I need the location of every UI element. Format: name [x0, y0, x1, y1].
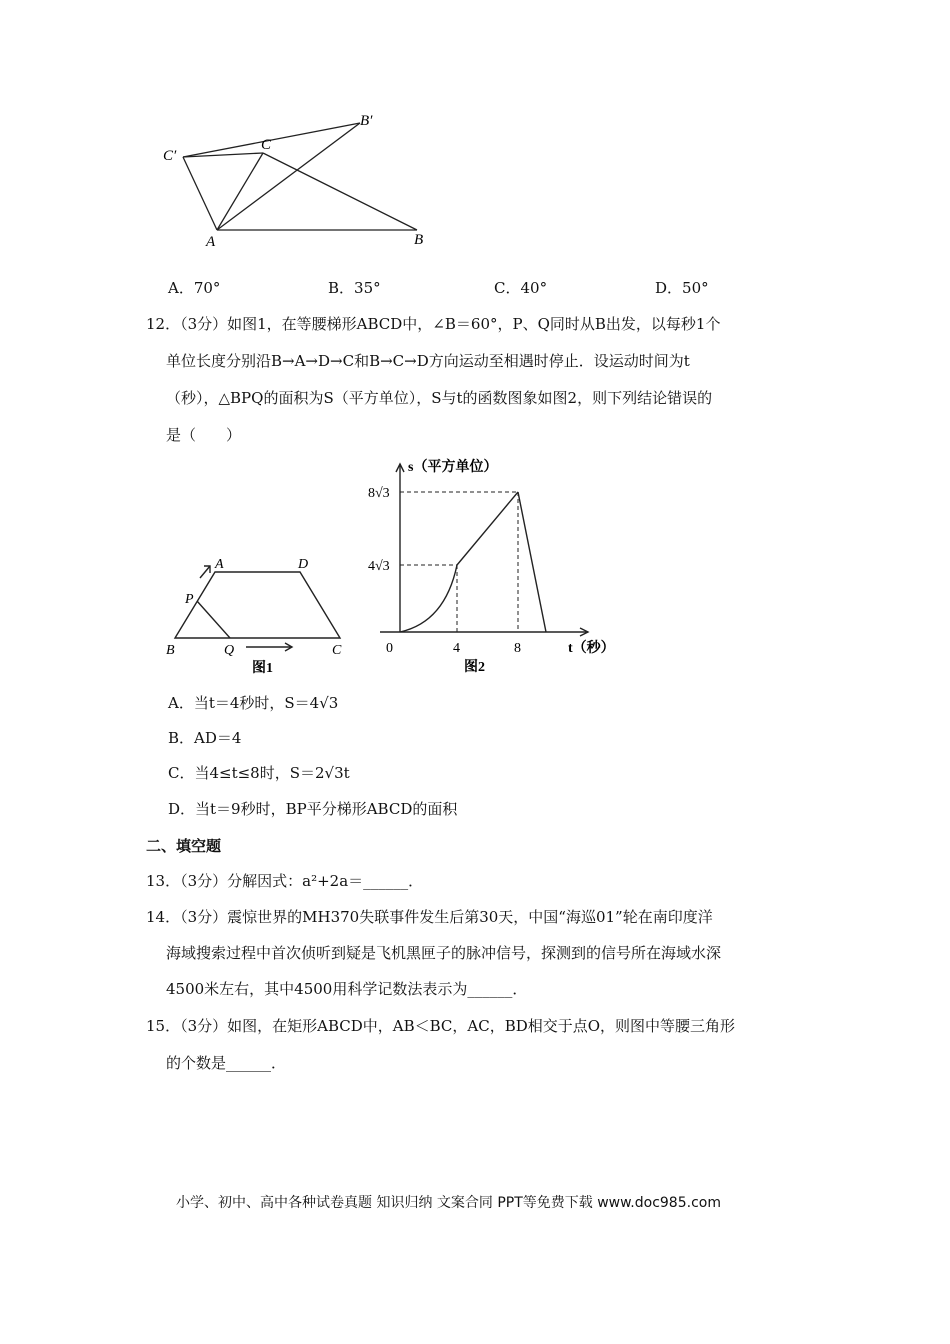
fig1-label-q: Q [224, 643, 235, 658]
q12-option-b: B．AD＝4 [168, 729, 242, 747]
q12-figure-1 [160, 548, 360, 678]
fig1-label-b: B [166, 643, 175, 658]
q11-option-a: A．70° [168, 279, 221, 297]
page-footer: 小学、初中、高中各种试卷真题 知识归纳 文案合同 PPT等免费下载 www.doc985.com [176, 1195, 721, 1211]
label-c: C [261, 137, 272, 153]
fig2-y-mid: 4√3 [368, 559, 390, 574]
fig1-label-c: C [332, 643, 342, 658]
q12-option-d: D．当t＝9秒时，BP平分梯形ABCD的面积 [168, 800, 458, 818]
q12-line-1: 12．（3分）如图1，在等腰梯形ABCD中，∠B＝60°，P、Q同时从B出发，以每秒1个 [146, 315, 721, 333]
label-b-prime: B′ [360, 113, 373, 129]
q14-line-1: 14．（3分）震惊世界的MH370失联事件发生后第30天，中国“海巡01”轮在南印度洋 [146, 908, 713, 926]
fig1-label-d: D [298, 557, 309, 572]
fig2-x4: 4 [453, 641, 460, 656]
label-c-prime: C′ [163, 148, 177, 164]
label-a: A [206, 234, 216, 250]
q11-figure [155, 105, 445, 255]
fig2-y-high: 8√3 [368, 486, 390, 501]
q12-line-3: （秒），△BPQ的面积为S（平方单位），S与t的函数图象如图2，则下列结论错误的 [166, 389, 713, 407]
fig2-origin: 0 [386, 641, 393, 656]
q12-option-a: A．当t＝4秒时，S＝4√3 [168, 694, 339, 712]
q15-line-2: 的个数是______． [166, 1054, 287, 1072]
q12-figure-2 [360, 452, 640, 678]
q13-text: 13．（3分）分解因式：a²+2a＝______． [146, 872, 424, 890]
fig2-ylabel: s（平方单位） [408, 460, 498, 475]
q15-line-1: 15．（3分）如图，在矩形ABCD中，AB＜BC，AC，BD相交于点O，则图中等腰三角形 [146, 1017, 736, 1035]
q11-option-b: B．35° [328, 279, 381, 297]
q14-line-3: 4500米左右，其中4500用科学记数法表示为______． [166, 980, 528, 998]
q11-option-c: C．40° [494, 279, 548, 297]
q12-line-4: 是（ ） [166, 426, 242, 444]
fig2-x8: 8 [514, 641, 521, 656]
q12-option-c: C．当4≤t≤8时，S＝2√3t [168, 764, 350, 782]
fig2-caption: 图2 [464, 660, 485, 675]
fig1-label-p: P [185, 592, 194, 607]
q14-line-2: 海域搜索过程中首次侦听到疑是飞机黑匣子的脉冲信号，探测到的信号所在海域水深 [166, 944, 722, 962]
section-heading: 二、填空题 [146, 837, 222, 855]
label-b: B [414, 232, 424, 248]
q11-option-d: D．50° [655, 279, 709, 297]
fig1-caption: 图1 [252, 661, 273, 676]
q12-line-2: 单位长度分别沿B→A→D→C和B→C→D方向运动至相遇时停止．设运动时间为t [166, 352, 690, 370]
fig2-xlabel: t（秒） [568, 641, 615, 656]
fig1-label-a: A [215, 557, 224, 572]
